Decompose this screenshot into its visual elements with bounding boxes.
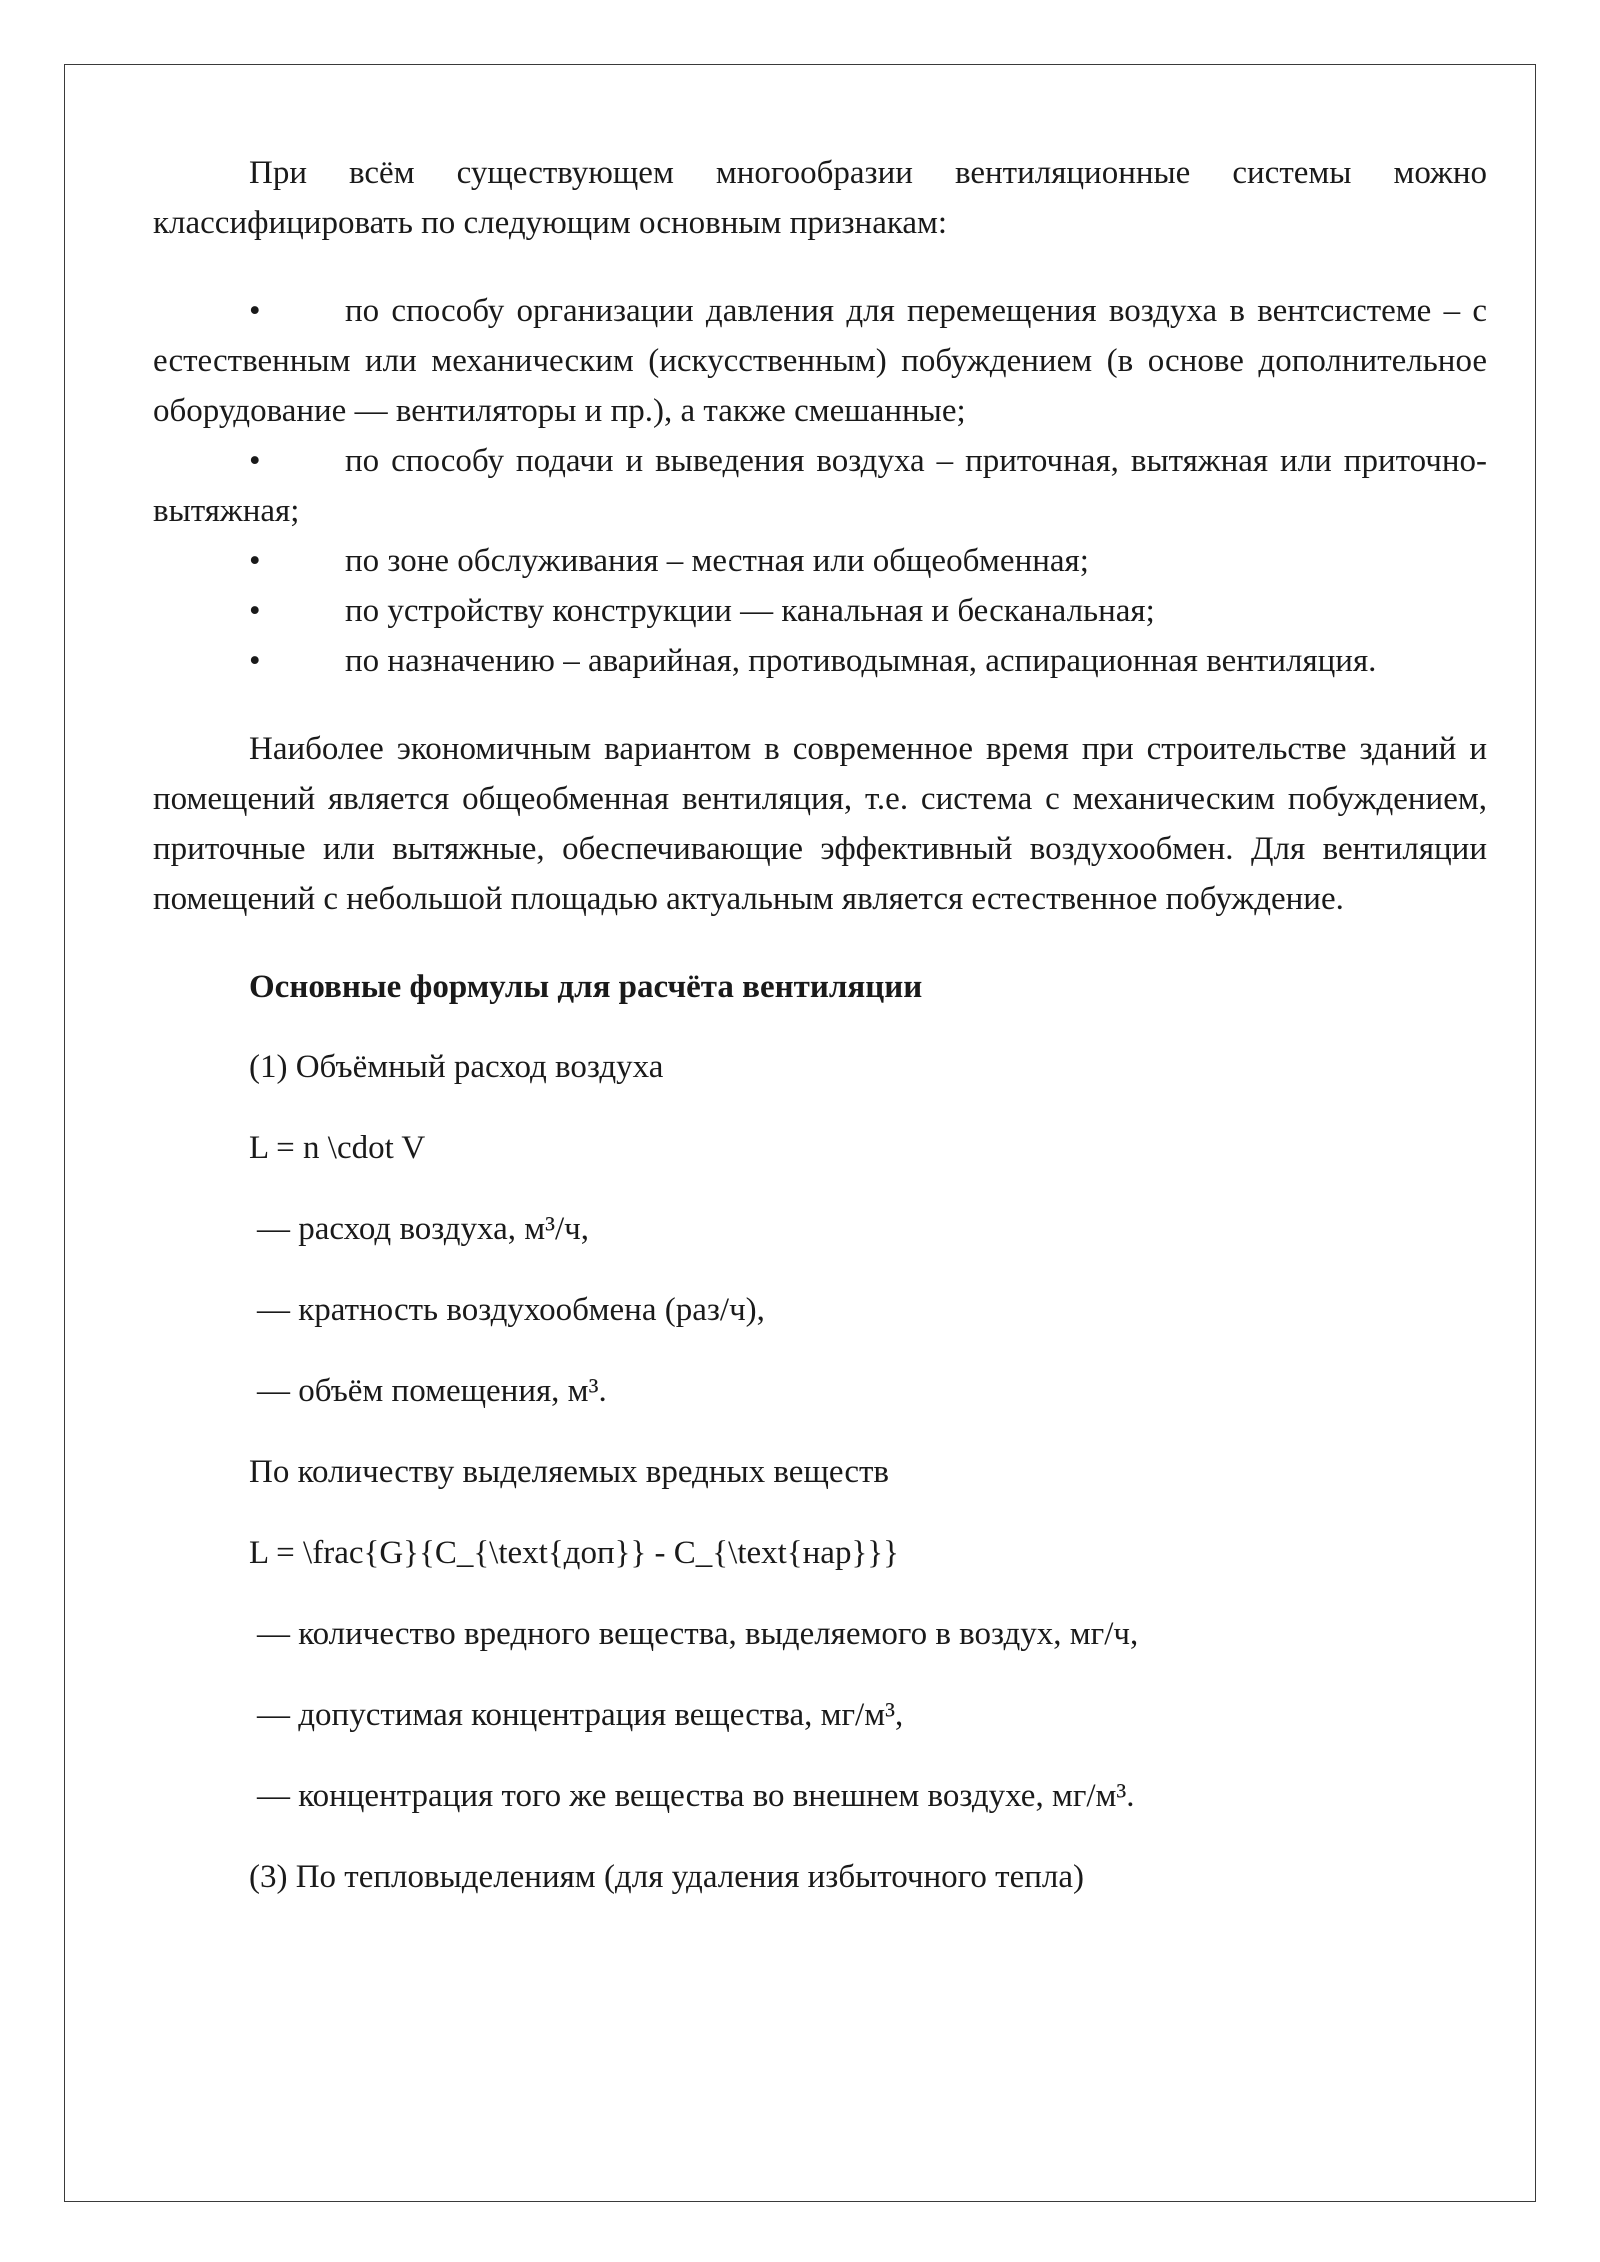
formula-2: L = \frac{G}{C_{\text{доп}} - C_{\text{нар}}} — [249, 1535, 899, 1571]
classification-list — [153, 286, 1487, 686]
list-item-text: по назначению – аварийная, противодымная, аспирационная вентиляция. — [345, 643, 1377, 679]
formula-1: L = n \cdot V — [249, 1130, 426, 1166]
list-item — [153, 286, 1487, 436]
summary-paragraph: Наиболее экономичным вариантом в современное время при строительстве зданий и помещений является общеобменная вентиляция, т.е. система с механическим побуждением, приточные или вытяжные, обеспечивающие эффективный воздухообмен. Для вентиляции помещений с небольшой площадью актуальным является естественное побуждение. — [153, 731, 1487, 917]
formula-2-definition: — концентрация того же вещества во внешнем воздухе, мг/м³. — [257, 1778, 1135, 1814]
list-item-text: по способу организации давления для перемещения воздуха в вентсистеме – с естественным или механическим (искусственным) побуждением (в основе дополнительное оборудование — вентиляторы и пр.), а также смешанные; — [153, 293, 1487, 429]
formula-3-title: (3) По тепловыделениям (для удаления избыточного тепла) — [249, 1859, 1084, 1895]
list-item-text: по устройству конструкции — канальная и бесканальная; — [345, 593, 1155, 629]
formula-2-definition: — допустимая концентрация вещества, мг/м³, — [257, 1697, 904, 1733]
list-item-text: по зоне обслуживания – местная или общеобменная; — [345, 543, 1089, 579]
formula-1-definition: — расход воздуха, м³/ч, — [257, 1211, 590, 1247]
list-item-text: по способу подачи и выведения воздуха – приточная, вытяжная или приточно-вытяжная; — [153, 443, 1487, 529]
bullet-icon: • — [249, 543, 261, 579]
bullet-icon: • — [249, 293, 261, 329]
formula-2-title: По количеству выделяемых вредных веществ — [249, 1454, 889, 1490]
section-heading: Основные формулы для расчёта вентиляции — [249, 969, 923, 1005]
bullet-icon: • — [249, 443, 261, 479]
bullet-icon: • — [249, 593, 261, 629]
list-item — [153, 436, 1487, 536]
formula-1-title: (1) Объёмный расход воздуха — [249, 1049, 664, 1085]
document-body — [153, 148, 1487, 1933]
formula-1-definition: — кратность воздухообмена (раз/ч), — [257, 1292, 765, 1328]
list-item — [153, 636, 1487, 686]
list-item — [153, 586, 1487, 636]
formula-1-definition: — объём помещения, м³. — [257, 1373, 607, 1409]
formula-2-definition: — количество вредного вещества, выделяемого в воздух, мг/ч, — [257, 1616, 1139, 1652]
bullet-icon: • — [249, 643, 261, 679]
intro-paragraph: При всём существующем многообразии вентиляционные системы можно классифицировать по следующим основным признакам: — [153, 155, 1487, 241]
list-item — [153, 536, 1487, 586]
